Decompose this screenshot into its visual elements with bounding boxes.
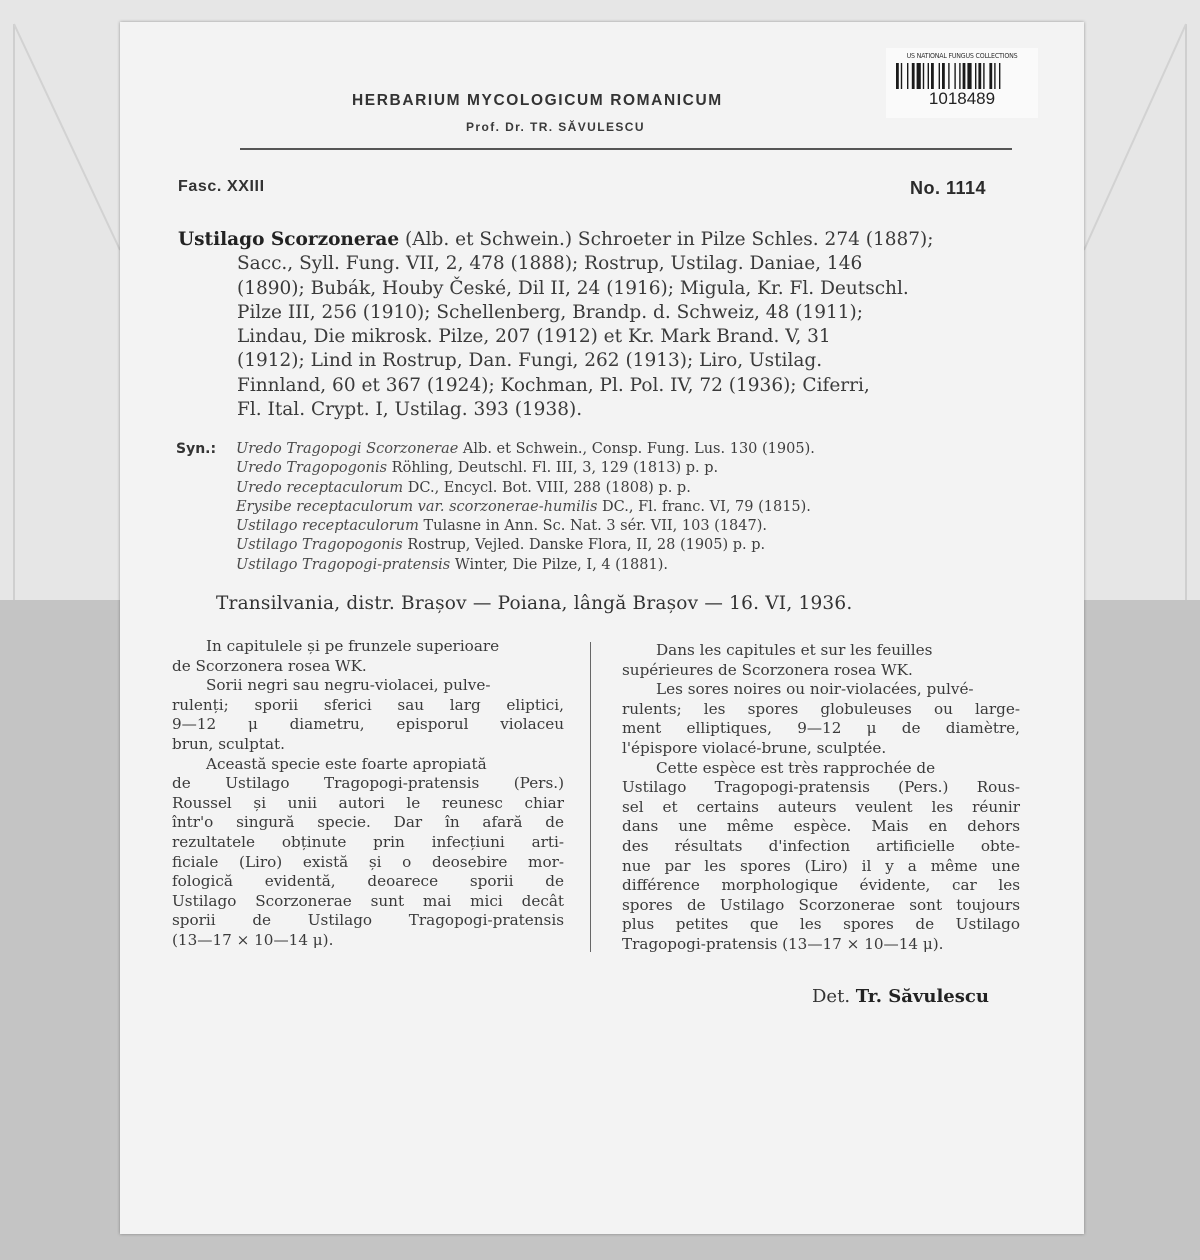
- synonym-line: [176, 556, 986, 575]
- synonym-reference: Alb. et Schwein., Consp. Fung. Lus. 130 (1905).: [458, 441, 815, 457]
- description-line: supérieures de Scorzonera rosea WK.: [622, 660, 913, 679]
- description-line: de Scorzonera rosea WK.: [172, 656, 367, 675]
- determiner-prefix: Det.: [812, 986, 851, 1007]
- header-divider: [240, 148, 1012, 150]
- description-line: nue par les spores (Liro) il y a même une: [622, 856, 1020, 875]
- citation-line: Fl. Ital. Crypt. I, Ustilag. 393 (1938).: [237, 399, 583, 421]
- synonym-name: Ustilago receptaculorum: [236, 518, 419, 535]
- description-line: Ustilago Scorzonerae sunt mai mici decât: [172, 891, 564, 910]
- collection-locality: Transilvania, distr. Brașov — Poiana, lângă Brașov — 16. VI, 1936.: [216, 593, 853, 614]
- description-line: des résultats d'infection artificielle obte-: [622, 836, 1020, 855]
- description-line: ment elliptiques, 9—12 μ de diamètre,: [622, 719, 1020, 738]
- description-line: rezultatele obținute prin infecțiuni arti-: [172, 832, 564, 851]
- description-line: différence morphologique évidente, car les: [622, 876, 1020, 895]
- description-line: plus petites que les spores de Ustilago: [622, 915, 1020, 934]
- synonym-name: Uredo Tragopogonis: [236, 460, 388, 477]
- fascicle-number: Fasc. XXIII: [178, 178, 265, 195]
- description-line: de Ustilago Tragopogi-pratensis (Pers.): [172, 774, 564, 793]
- description-line: Sorii negri sau negru-violacei, pulve-: [206, 676, 491, 695]
- citations-block: [178, 228, 1014, 422]
- synonym-name: Erysibe receptaculorum var. scorzonerae-humilis: [236, 498, 598, 515]
- description-french: [622, 641, 1020, 955]
- description-line: rulents; les spores globuleuses ou large-: [622, 699, 1020, 718]
- description-line: l'épispore violacé-brune, sculptée.: [622, 738, 887, 757]
- citation-line: Lindau, Die mikrosk. Pilze, 207 (1912) et Kr. Mark Brand. V, 31: [237, 326, 831, 348]
- determiner: [812, 986, 989, 1007]
- synonym-line: [176, 498, 986, 517]
- barcode-icon: [896, 63, 1028, 89]
- synonym-line: [176, 536, 986, 555]
- description-line: Roussel și unii autori le reunesc chiar: [172, 793, 564, 812]
- description-line: Ustilago Tragopogi-pratensis (Pers.) Rous-: [622, 778, 1020, 797]
- citation-line: (1890); Bubák, Houby České, Dil II, 24 (1916); Migula, Kr. Fl. Deutschl.: [237, 277, 909, 299]
- description-line: brun, sculptat.: [172, 734, 285, 753]
- citation-first-line: [178, 228, 1014, 252]
- description-line: fologică evidentă, deoarece sporii de: [172, 872, 564, 891]
- description-line: In capitulele și pe frunzele superioare: [206, 637, 500, 655]
- description-romanian: [172, 637, 564, 951]
- synonym-reference: Röhling, Deutschl. Fl. III, 3, 129 (1813) p. p.: [387, 460, 719, 477]
- synonym-line: [176, 459, 986, 478]
- synonyms-label: Syn.:: [176, 441, 217, 457]
- synonym-name: Uredo receptaculorum: [236, 479, 404, 496]
- citation-line: (1912); Lind in Rostrup, Dan. Fungi, 262 (1913); Liro, Ustilag.: [237, 350, 823, 372]
- description-line: sporii de Ustilago Tragopogi-pratensis: [172, 911, 564, 930]
- citation-authority: (Alb. et Schwein.) Schroeter in Pilze Schles. 274 (1887);: [399, 229, 934, 250]
- species-name: Ustilago Scorzonerae: [178, 229, 400, 250]
- synonym-reference: Rostrup, Vejled. Danske Flora, II, 28 (1905) p. p.: [402, 537, 766, 554]
- description-line: dans une même espèce. Mais en dehors: [622, 817, 1020, 836]
- description-line: Cette espèce est très rapprochée de: [656, 758, 936, 777]
- synonym-line: [176, 440, 986, 459]
- citation-line: Pilze III, 256 (1910); Schellenberg, Brandp. d. Schweiz, 48 (1911);: [237, 301, 863, 323]
- description-line: ficiale (Liro) există și o deosebire mor-: [172, 852, 564, 871]
- synonym-line: [176, 479, 986, 498]
- specimen-number: No. 1114: [910, 178, 987, 198]
- synonym-reference: DC., Fl. franc. VI, 79 (1815).: [597, 498, 811, 515]
- synonym-reference: Tulasne in Ann. Sc. Nat. 3 sér. VII, 103 (1847).: [418, 518, 767, 535]
- herbarium-title: HERBARIUM MYCOLOGICUM ROMANICUM: [352, 92, 723, 109]
- description-line: Dans les capitules et sur les feuilles: [656, 641, 933, 659]
- barcode-number: 1018489: [928, 89, 996, 108]
- description-line: Tragopogi-pratensis (13—17 × 10—14 μ).: [622, 934, 944, 953]
- description-line: Les sores noires ou noir-violacées, pulvé-: [656, 680, 974, 699]
- description-line: spores de Ustilago Scorzonerae sont toujours: [622, 895, 1020, 914]
- citation-line: Finnland, 60 et 367 (1924); Kochman, Pl. Pol. IV, 72 (1936); Ciferri,: [237, 374, 870, 396]
- synonym-line: [176, 517, 986, 536]
- synonyms-block: [176, 440, 986, 575]
- citation-line: Sacc., Syll. Fung. VII, 2, 478 (1888); Rostrup, Ustilag. Daniae, 146: [237, 253, 863, 275]
- description-line: rulenți; sporii sferici sau larg eliptici,: [172, 695, 564, 714]
- herbarium-editor: Prof. Dr. TR. SĂVULESCU: [466, 120, 645, 134]
- determiner-name: Tr. Săvulescu: [855, 986, 989, 1007]
- synonym-name: Ustilago Tragopogonis: [236, 537, 403, 554]
- specimen-label: [120, 22, 1084, 1234]
- description-line: Această specie este foarte apropiată: [206, 754, 487, 773]
- synonym-name: Uredo Tragopogi Scorzonerae: [236, 441, 459, 457]
- barcode-collection-name: US NATIONAL FUNGUS COLLECTIONS: [906, 52, 1018, 60]
- synonym-reference: Winter, Die Pilze, I, 4 (1881).: [450, 556, 668, 573]
- description-line: sel et certains auteurs veulent les réunir: [622, 797, 1020, 816]
- barcode-label: [886, 48, 1038, 118]
- description-line: 9—12 μ diametru, episporul violaceu: [172, 715, 564, 734]
- synonym-reference: DC., Encycl. Bot. VIII, 288 (1808) p. p.: [403, 479, 691, 496]
- synonym-name: Ustilago Tragopogi-pratensis: [236, 556, 451, 573]
- description-line: într'o singură specie. Dar în afară de: [172, 813, 564, 832]
- description-line: (13—17 × 10—14 μ).: [172, 930, 334, 949]
- column-divider: [590, 642, 591, 952]
